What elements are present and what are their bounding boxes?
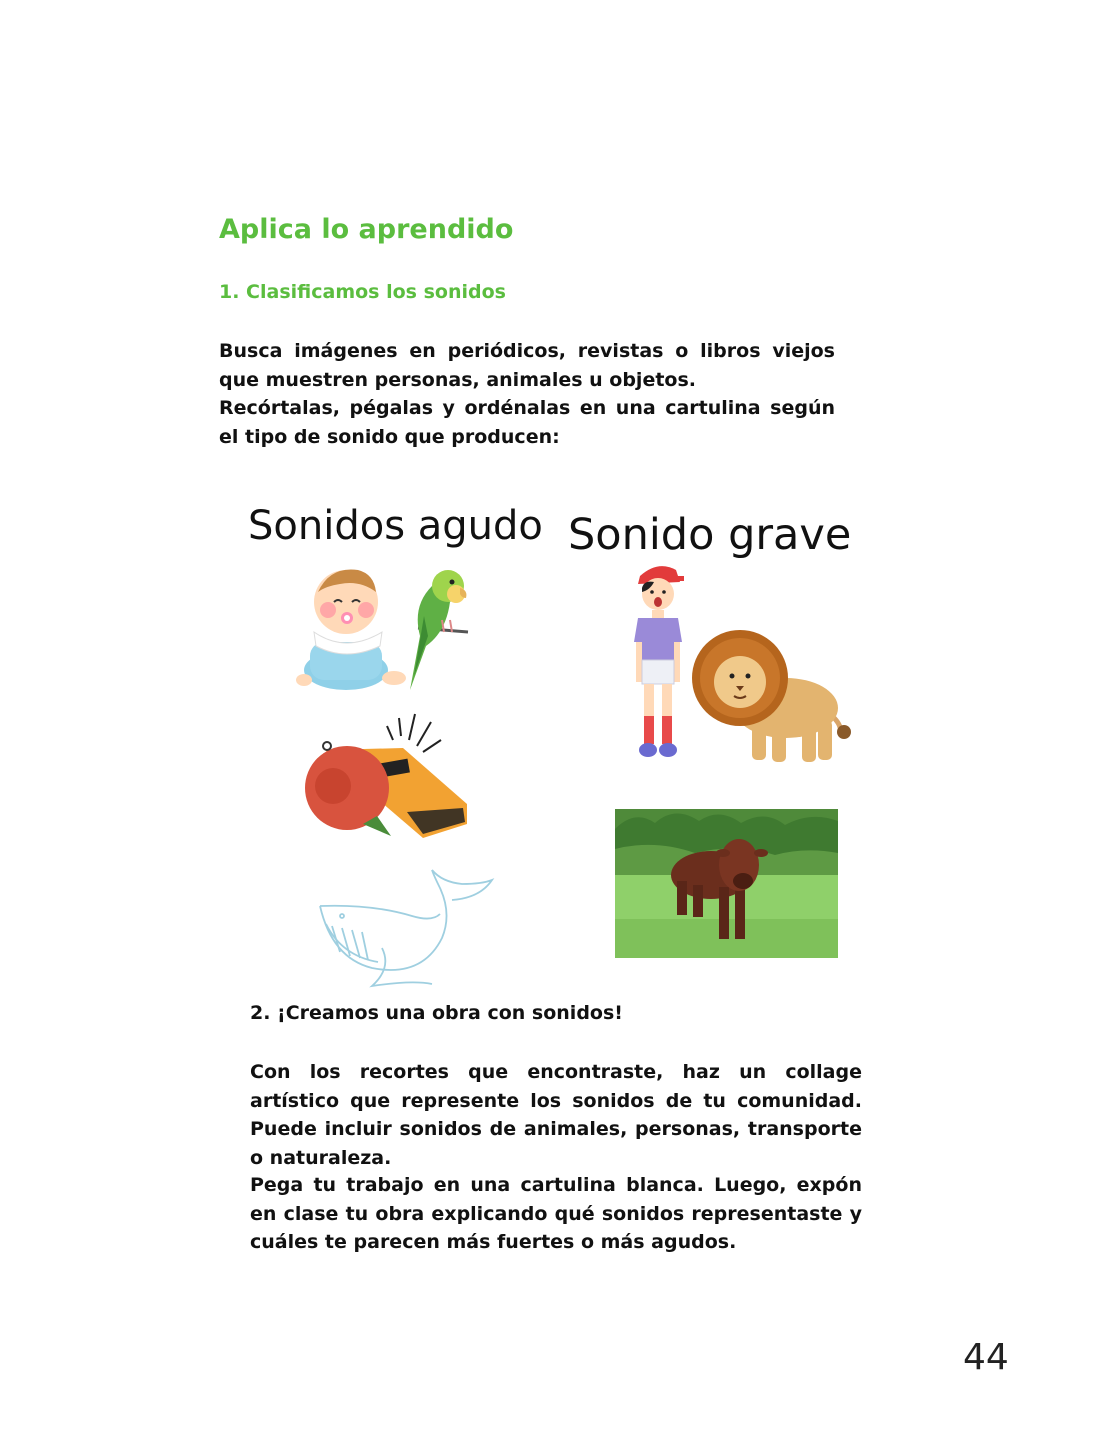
high-sounds-title: Sonidos agudo	[248, 503, 543, 549]
parakeet-icon	[402, 566, 468, 694]
activity2-paragraph-2: Pega tu trabajo en una cartulina blanca. Luego, expón en clase tu obra explicando qué sonidos representaste y cuáles te parecen más fuertes o más agudos.	[250, 1174, 862, 1253]
page-number: 44	[963, 1337, 1009, 1378]
section-title: Aplica lo aprendido	[219, 214, 514, 245]
whistle-icon	[303, 712, 469, 840]
activity2-paragraph-1: Con los recortes que encontraste, haz un collage artístico que represente los sonidos de tu comunidad. Puede incluir sonidos de animales, personas, transporte o naturaleza.	[250, 1061, 862, 1169]
lion-icon	[694, 620, 854, 766]
whale-icon	[312, 868, 494, 988]
boy-icon	[630, 560, 688, 766]
low-sounds-title: Sonido grave	[568, 510, 852, 560]
activity1-paragraph	[219, 337, 835, 451]
activity1-line-2: Recórtalas, pégalas y ordénalas en una cartulina según el tipo de sonido que producen:	[219, 397, 835, 448]
activity1-heading: 1. Clasificamos los sonidos	[219, 281, 506, 303]
cow-photo	[615, 809, 838, 958]
activity2-heading: 2. ¡Creamos una obra con sonidos!	[250, 1002, 623, 1024]
activity1-line-1: Busca imágenes en periódicos, revistas o libros viejos que muestren personas, animales u objetos.	[219, 340, 835, 391]
baby-icon	[300, 562, 408, 690]
